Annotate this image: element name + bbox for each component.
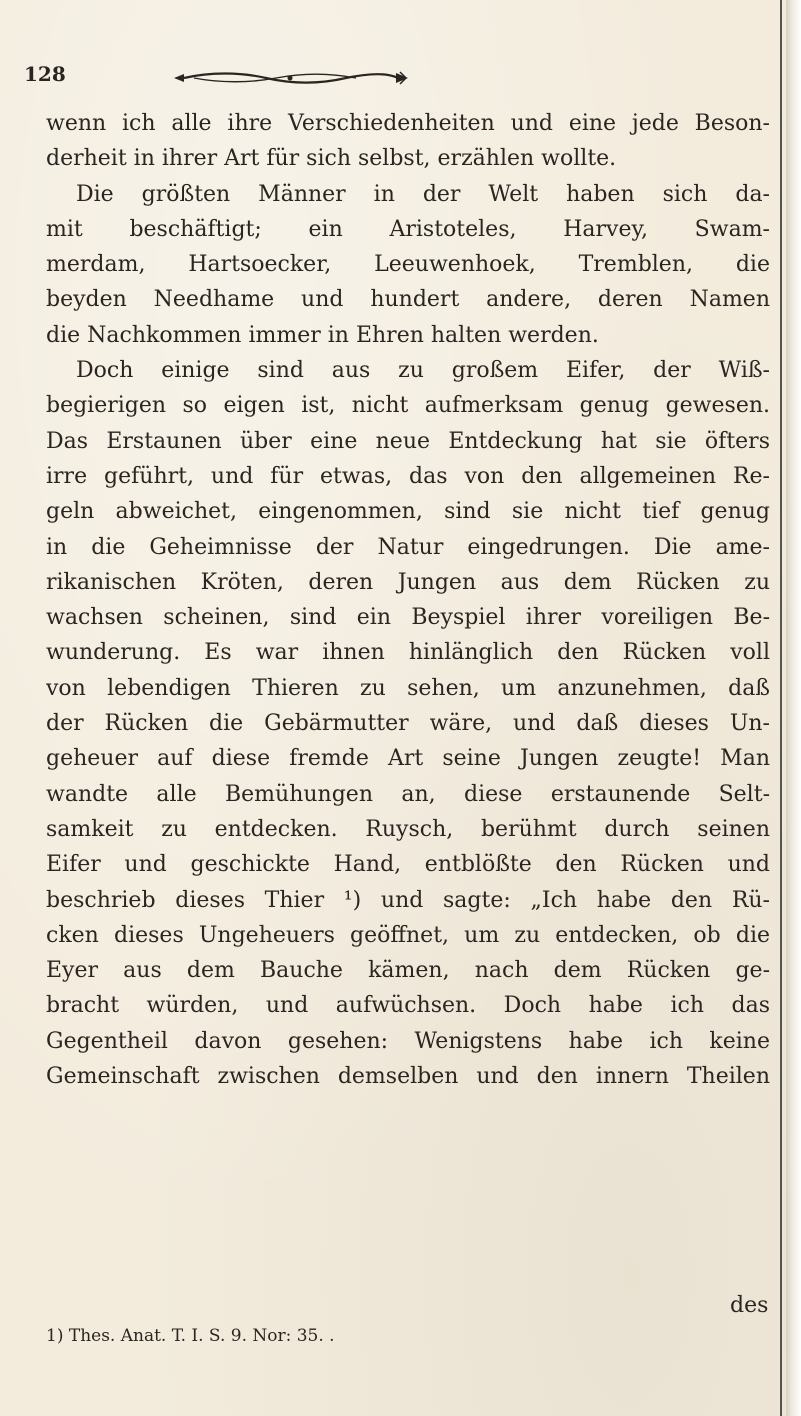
text-line: Eifer und geschickte Hand, entblößte den Rücken und xyxy=(46,852,770,878)
page-number: 128 xyxy=(24,62,66,86)
text-line: Gemeinschaft zwischen demselben und den innern Theilen xyxy=(46,1064,770,1090)
text-line: bracht würden, und aufwüchsen. Doch habe ich das xyxy=(46,993,770,1019)
text-line: begierigen so eigen ist, nicht aufmerksam genug gewesen. xyxy=(46,393,770,419)
catchword: des xyxy=(730,1293,769,1318)
page-header xyxy=(20,62,760,92)
text-line: Gegentheil davon gesehen: Wenigstens habe ich keine xyxy=(46,1028,770,1054)
text-line: die Nachkommen immer in Ehren halten werden. xyxy=(46,322,599,348)
text-line: Das Erstaunen über eine neue Entdeckung hat sie öfters xyxy=(46,428,770,454)
decorative-rule-ornament xyxy=(170,70,410,86)
body-text xyxy=(46,106,770,1094)
text-line: mit beschäftigt; ein Aristoteles, Harvey, Swam- xyxy=(46,216,770,242)
page-border-line xyxy=(780,0,782,1416)
text-line: geheuer auf diese fremde Art seine Jungen zeugte! Man xyxy=(46,746,770,772)
text-line: Die größten Männer in der Welt haben sich da- xyxy=(76,181,770,207)
text-line: cken dieses Ungeheuers geöffnet, um zu entdecken, ob die xyxy=(46,922,770,948)
text-line: beyden Needhame und hundert andere, deren Namen xyxy=(46,287,770,313)
text-line: wenn ich alle ihre Verschiedenheiten und eine jede Beson- xyxy=(46,111,770,136)
text-line: samkeit zu entdecken. Ruysch, berühmt durch seinen xyxy=(46,816,770,842)
text-line: der Rücken die Gebärmutter wäre, und daß dieses Un- xyxy=(46,711,770,737)
text-line: von lebendigen Thieren zu sehen, um anzunehmen, daß xyxy=(46,675,770,701)
text-line: Eyer aus dem Bauche kämen, nach dem Rücken ge- xyxy=(46,958,770,984)
text-line: geln abweichet, eingenommen, sind sie nicht tief genug xyxy=(46,499,770,525)
text-line: beschrieb dieses Thier ¹) und sagte: „Ich habe den Rü- xyxy=(46,887,770,913)
text-line: rikanischen Kröten, deren Jungen aus dem Rücken zu xyxy=(46,569,770,595)
text-line: wachsen scheinen, sind ein Beyspiel ihrer voreiligen Be- xyxy=(46,605,770,631)
text-line: in die Geheimnisse der Natur eingedrungen. Die ame- xyxy=(46,534,770,560)
page-edge xyxy=(786,0,801,1416)
text-line: merdam, Hartsoecker, Leeuwenhoek, Tremblen, die xyxy=(46,252,770,278)
text-line: wandte alle Bemühungen an, diese erstaunende Selt- xyxy=(46,781,770,807)
footnote: 1) Thes. Anat. T. I. S. 9. Nor: 35. . xyxy=(46,1326,335,1346)
text-line: derheit in ihrer Art für sich selbst, erzählen wollte. xyxy=(46,146,617,172)
text-line: irre geführt, und für etwas, das von den allgemeinen Re- xyxy=(46,463,770,489)
text-line: Doch einige sind aus zu großem Eifer, der Wiß- xyxy=(76,358,770,384)
text-line: wunderung. Es war ihnen hinlänglich den Rücken voll xyxy=(46,640,770,666)
